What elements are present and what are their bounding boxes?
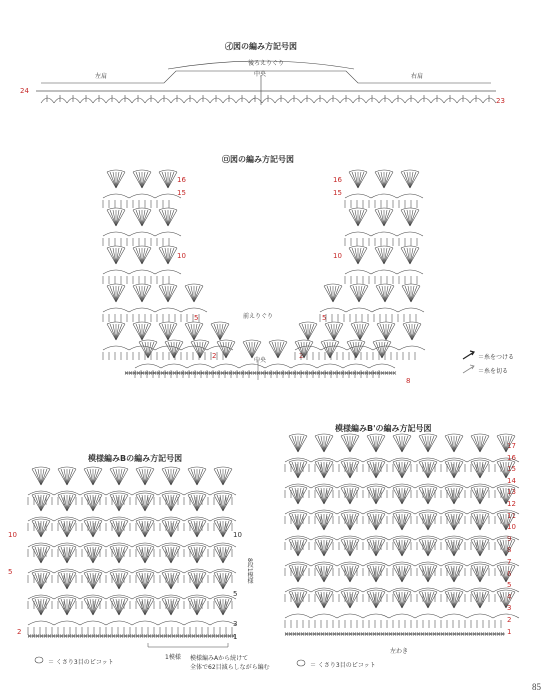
pattern-b-right-row-1: 1 <box>233 633 238 641</box>
front-neck-stitch-chart <box>95 168 425 393</box>
legend-attach-yarn: ＝糸をつける <box>478 354 515 361</box>
pattern-b-left-row-2: 2 <box>17 628 22 636</box>
pattern-b2-row-16: 16 <box>507 453 516 462</box>
right-row-15: 15 <box>333 189 342 197</box>
pattern-b-picot-legend: ＝ くさり3目のピコット <box>48 659 114 666</box>
pattern-b2-row-7: 7 <box>507 558 512 566</box>
pattern-b2-row-14: 14 <box>507 476 516 485</box>
left-row-5: 5 <box>194 314 199 322</box>
center-label-ro: 中央 <box>254 357 267 364</box>
center-label-i: 中央 <box>254 71 267 78</box>
pattern-b2-row-6: 6 <box>507 569 512 578</box>
pattern-b-left-row-5: 5 <box>8 568 13 576</box>
pattern-b-right-row-10: 10 <box>233 531 242 539</box>
left-row-15: 15 <box>177 189 186 197</box>
pattern-b2-row-1: 1 <box>507 627 512 636</box>
pattern-b2-row-17: 17 <box>507 442 516 450</box>
right-row-5: 5 <box>322 314 327 322</box>
pattern-b2-row-11: 11 <box>507 511 516 520</box>
pattern-b2-title: 模様編みB'の編み方記号図 <box>335 424 432 433</box>
pattern-b-note-1: 模様編みAから続けて <box>190 655 249 662</box>
pattern-b-left-row-10: 10 <box>8 531 17 539</box>
pattern-b2-row-10: 10 <box>507 523 516 532</box>
page-number: 85 <box>532 682 541 692</box>
pattern-b-right-row-3: 3 <box>233 620 238 628</box>
pattern-b2-row-9: 9 <box>507 534 512 543</box>
pattern-b-note-2: 全体で62目減らしながら編む <box>190 664 270 671</box>
side-slit-label: 左わき <box>390 648 409 655</box>
shoulder-stitch-chart <box>36 55 496 110</box>
right-row-2: 2 <box>299 352 304 360</box>
right-row-10: 10 <box>333 252 342 260</box>
pattern-b2-row-4: 4 <box>507 592 512 601</box>
pattern-b2-row-13: 13 <box>507 488 516 497</box>
pattern-b2-row-2: 2 <box>507 616 512 624</box>
back-neck-label: 後ろえりぐり <box>248 60 285 67</box>
pattern-b2-row-5: 5 <box>507 581 512 590</box>
diagram-i-title: ㋑図の編み方記号図 <box>225 42 297 51</box>
attach-yarn-icon <box>462 350 476 360</box>
pattern-b-right-row-5: 5 <box>233 590 238 598</box>
right-row-8: 8 <box>406 377 411 385</box>
left-row-16: 16 <box>177 176 186 184</box>
legend-cut-yarn: ＝糸を切る <box>478 368 509 375</box>
pattern-b2-stitch-chart <box>285 437 505 642</box>
left-shoulder-label: 左肩 <box>95 73 108 80</box>
left-row-10: 10 <box>177 252 186 260</box>
pattern-b2-row-12: 12 <box>507 500 516 508</box>
row-number-23: 23 <box>496 97 505 105</box>
pattern-b2-row-15: 15 <box>507 465 516 474</box>
pattern-b2-picot-legend: ＝ くさり3目のピコット <box>310 662 376 669</box>
pattern-b2-row-8: 8 <box>507 546 512 555</box>
cut-yarn-icon <box>462 364 476 374</box>
pattern-b-stitch-chart <box>28 465 233 650</box>
left-row-2: 2 <box>212 352 217 360</box>
pattern-b-title: 模様編みBの編み方記号図 <box>88 454 183 463</box>
pattern-b-one-repeat: 1模様 <box>165 654 181 661</box>
pattern-b2-row-3: 3 <box>507 604 512 613</box>
pattern-b-repeat-rows: 8段1模様 <box>246 558 253 584</box>
row-number-24: 24 <box>20 87 29 95</box>
front-neck-label: 前えりぐり <box>243 313 274 320</box>
right-row-16: 16 <box>333 176 342 184</box>
right-shoulder-label: 右肩 <box>411 73 424 80</box>
diagram-ro-title: ㋺図の編み方記号図 <box>222 155 294 164</box>
